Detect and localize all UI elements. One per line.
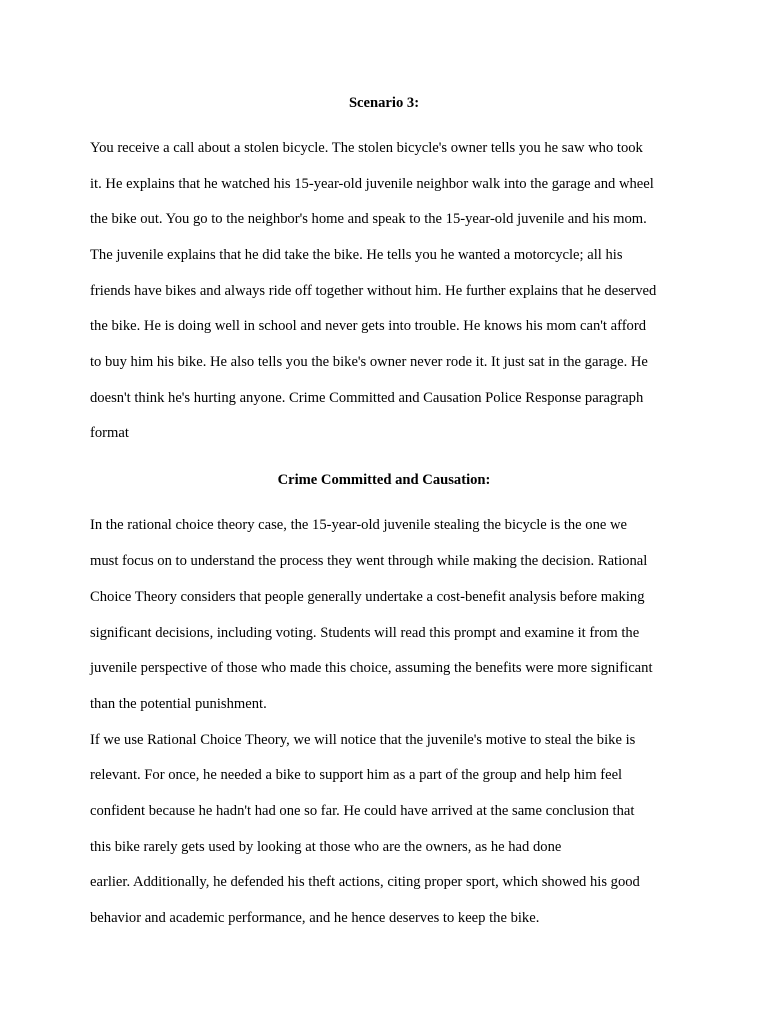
crime-heading: Crime Committed and Causation: <box>277 472 491 488</box>
scenario-line: the bike out. You go to the neighbor's home and speak to the 15-year-old juvenile and his mom. <box>90 211 647 227</box>
crime-paragraph-1-line: In the rational choice theory case, the 15-year-old juvenile stealing the bicycle is the one we <box>90 517 628 533</box>
scenario-line: it. He explains that he watched his 15-year-old juvenile neighbor walk into the garage and wheel <box>90 176 654 192</box>
scenario-line: The juvenile explains that he did take the bike. He tells you he wanted a motorcycle; all his <box>90 247 623 263</box>
scenario-line: format <box>90 425 129 441</box>
crime-paragraph-1-line: Choice Theory considers that people generally undertake a cost-benefit analysis before making <box>90 589 645 605</box>
scenario-heading: Scenario 3: <box>348 95 420 111</box>
crime-paragraph-1-line: than the potential punishment. <box>90 696 267 712</box>
crime-paragraph-2-line: behavior and academic performance, and he hence deserves to keep the bike. <box>90 910 540 926</box>
crime-paragraph-1-line: juvenile perspective of those who made this choice, assuming the benefits were more significant <box>90 660 653 676</box>
crime-paragraph-2-line: relevant. For once, he needed a bike to support him as a part of the group and help him feel <box>90 767 623 783</box>
scenario-line: You receive a call about a stolen bicycle. The stolen bicycle's owner tells you he saw who took <box>90 140 643 156</box>
scenario-line: friends have bikes and always ride off together without him. He further explains that he deserved <box>90 283 657 299</box>
crime-paragraph-2-line: confident because he hadn't had one so far. He could have arrived at the same conclusion that <box>90 803 635 819</box>
crime-paragraph-1-line: significant decisions, including voting. Students will read this prompt and examine it from the <box>90 625 640 641</box>
crime-paragraph-1-line: must focus on to understand the process they went through while making the decision. Rational <box>90 553 648 569</box>
scenario-line: to buy him his bike. He also tells you the bike's owner never rode it. It just sat in the garage. He <box>90 354 648 370</box>
crime-paragraph-2-line: If we use Rational Choice Theory, we will notice that the juvenile's motive to steal the bike is <box>90 732 636 748</box>
scenario-line: doesn't think he's hurting anyone. Crime Committed and Causation Police Response paragraph <box>90 390 644 406</box>
scenario-line: the bike. He is doing well in school and never gets into trouble. He knows his mom can't afford <box>90 318 647 334</box>
crime-paragraph-2-line: earlier. Additionally, he defended his theft actions, citing proper sport, which showed his good <box>90 874 640 890</box>
crime-paragraph-2-line: this bike rarely gets used by looking at those who are the owners, as he had done <box>90 839 562 855</box>
